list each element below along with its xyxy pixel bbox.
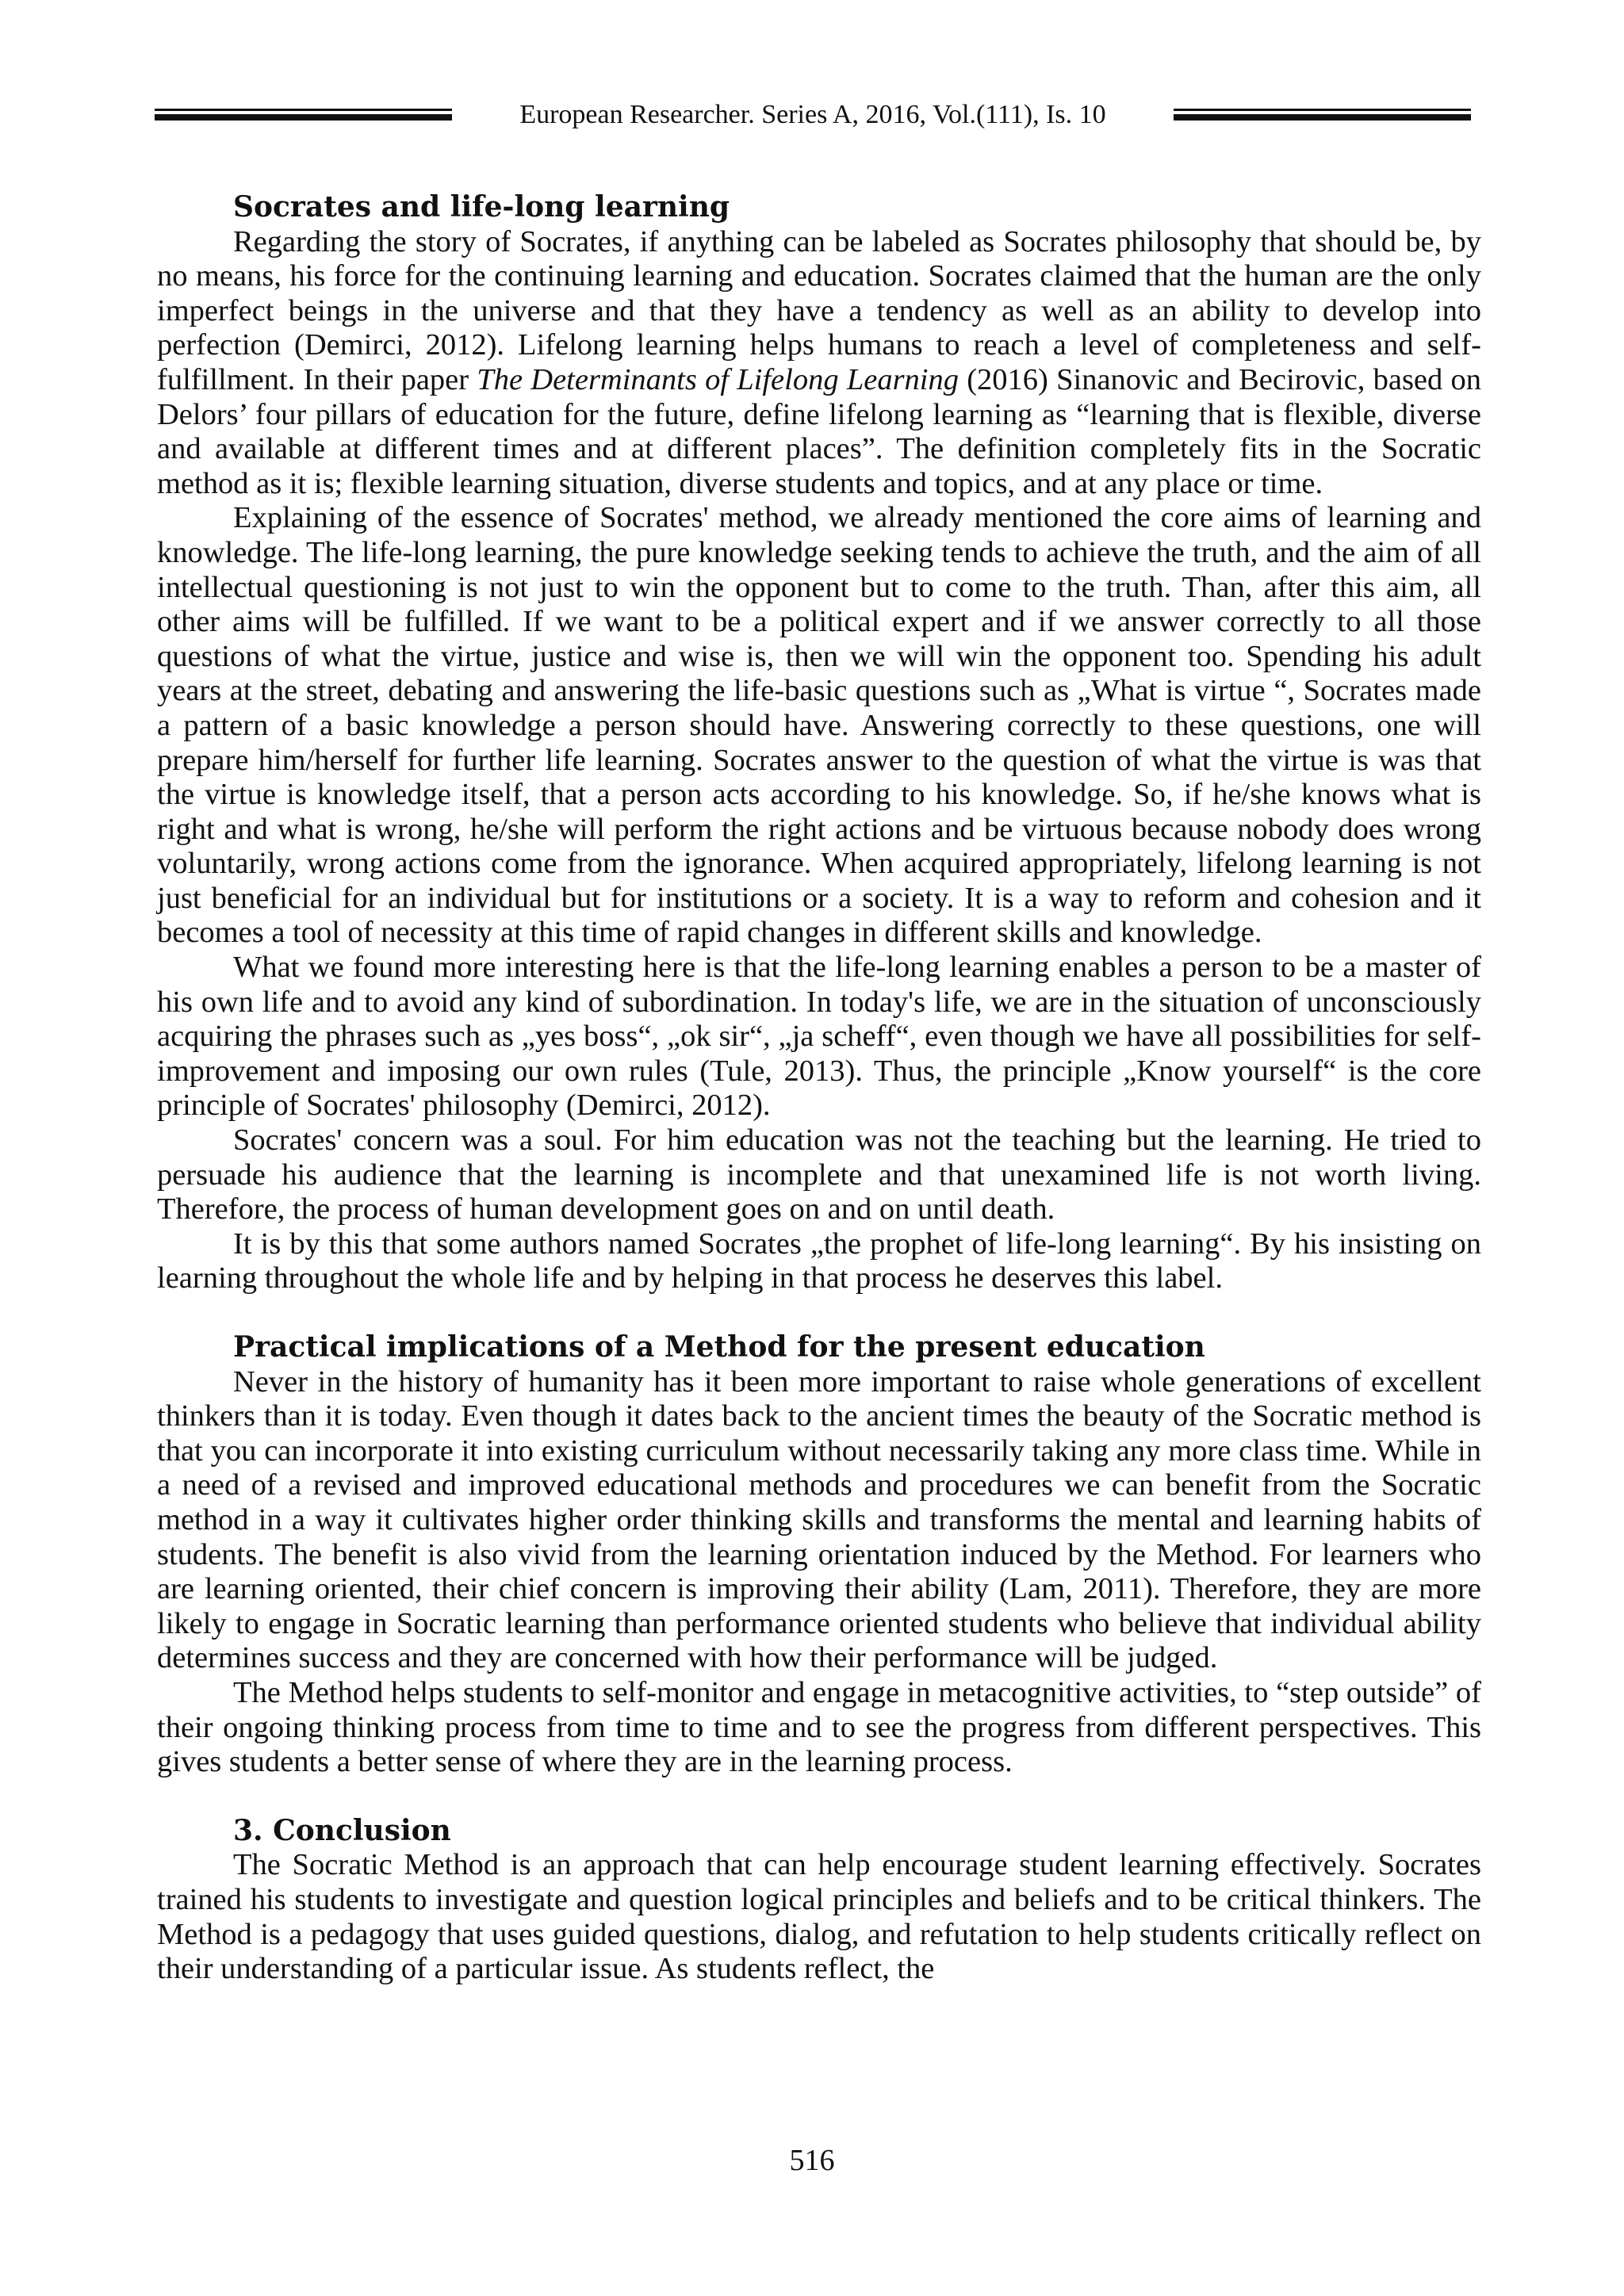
journal-title: European Researcher. Series A, 2016, Vol.(111), Is. 10	[519, 100, 1106, 129]
paragraph: Explaining of the essence of Socrates' method, we already mentioned the core aims of learning and knowledge. The life-long learning, the pure knowledge seeking tends to achieve the truth, and the aim of all intellectual questioning is not just to win the opponent but to come to the truth. Than, after this aim, all other aims will be fulfilled. If we want to be a political expert and if we answer correctly to all those questions of what the virtue, justice and wise is, then we will win the opponent too. Spending his adult years at the street, debating and answering the life-basic questions such as „What is virtue “, Socrates made a pattern of a basic knowledge a person should have. Answering correctly to these questions, one will prepare him/herself for further life learning. Socrates answer to the question of what the virtue is was that the virtue is knowledge itself, that a person acts according to his knowledge. So, if he/she knows what is right and what is wrong, he/she will perform the right actions and be virtuous because nobody does wrong voluntarily, wrong actions come from the ignorance. When acquired appropriately, lifelong learning is not just beneficial for an individual but for institutions or a society. It is a way to reform and cohesion and it becomes a tool of necessity at this time of rapid changes in different skills and knowledge.	[157, 501, 1481, 950]
paragraph: Never in the history of humanity has it been more important to raise whole generations of excellent thinkers than it is today. Even though it dates back to the ancient times the beauty of the Socratic method is that you can incorporate it into existing curriculum without necessarily taking any more class time. While in a need of a revised and improved educational methods and procedures we can benefit from the Socratic method in a way it cultivates higher order thinking skills and transforms the mental and learning habits of students. The benefit is also vivid from the learning orientation induced by the Method. For learners who are learning oriented, their chief concern is improving their ability (Lam, 2011). Therefore, they are more likely to engage in Socratic learning than performance oriented students who believe that individual ability determines success and they are concerned with how their performance will be judged.	[157, 1364, 1481, 1675]
section-heading-conclusion: 3. Conclusion	[233, 1813, 451, 1847]
running-header	[155, 91, 1471, 139]
section-heading-lifelong-learning: Socrates and life-long learning	[233, 190, 730, 224]
paragraph: Socrates' concern was a soul. For him education was not the teaching but the learning. He tried to persuade his audience that the learning is incomplete and that unexamined life is not worth living. Therefore, the process of human development goes on and on until death.	[157, 1123, 1481, 1226]
section-heading-practical-implications: Practical implications of a Method for the present education	[233, 1330, 1205, 1364]
article-body	[157, 190, 1481, 1987]
paragraph: It is by this that some authors named Socrates „the prophet of life-long learning“. By his insisting on learning throughout the whole life and by helping in that process he deserves this label.	[157, 1226, 1481, 1295]
paragraph	[157, 225, 1481, 502]
header-rule-right	[1174, 107, 1471, 123]
paragraph: What we found more interesting here is that the life-long learning enables a person to be a master of his own life and to avoid any kind of subordination. In today's life, we are in the situation of unconsciously acquiring the phrases such as „yes boss“, „ok sir“, „ja scheff“, even though we have all possibilities for self-improvement and imposing our own rules (Tule, 2013). Thus, the principle „Know yourself“ is the core principle of Socrates' philosophy (Demirci, 2012).	[157, 951, 1481, 1123]
paragraph: The Socratic Method is an approach that can help encourage student learning effectively. Socrates trained his students to investigate and question logical principles and beliefs and to be critical thinkers. The Method is a pedagogy that uses guided questions, dialog, and refutation to help students critically reflect on their understanding of a particular issue. As students reflect, the	[157, 1848, 1481, 1986]
page-number: 516	[789, 2144, 835, 2177]
paragraph: The Method helps students to self-monitor and engage in metacognitive activities, to “step outside” of their ongoing thinking process from time to time and to see the progress from different perspectives. This gives students a better sense of where they are in the learning process.	[157, 1675, 1481, 1779]
paragraph-text: Regarding the story of Socrates, if anything can be labeled as Socrates philosophy that should be, by no means, his force for the continuing learning and education. Socrates claimed that the human are the only imperfect beings in the universe and that they have a tendency as well as an ability to develop into perfection (Demirci, 2012). Lifelong learning helps humans to reach a level of completeness and self-fulfillment. In their paper	[157, 224, 1481, 396]
paragraph-text: (2016) Sinanovic and Becirovic, based on Delors’ four pillars of education for the future, define lifelong learning as “learning that is flexible, diverse and available at different times and at different places”. The definition completely fits in the Socratic method as it is; flexible learning situation, diverse students and topics, and at any place or time.	[157, 362, 1481, 500]
cited-paper-title: The Determinants of Lifelong Learning	[477, 362, 959, 396]
